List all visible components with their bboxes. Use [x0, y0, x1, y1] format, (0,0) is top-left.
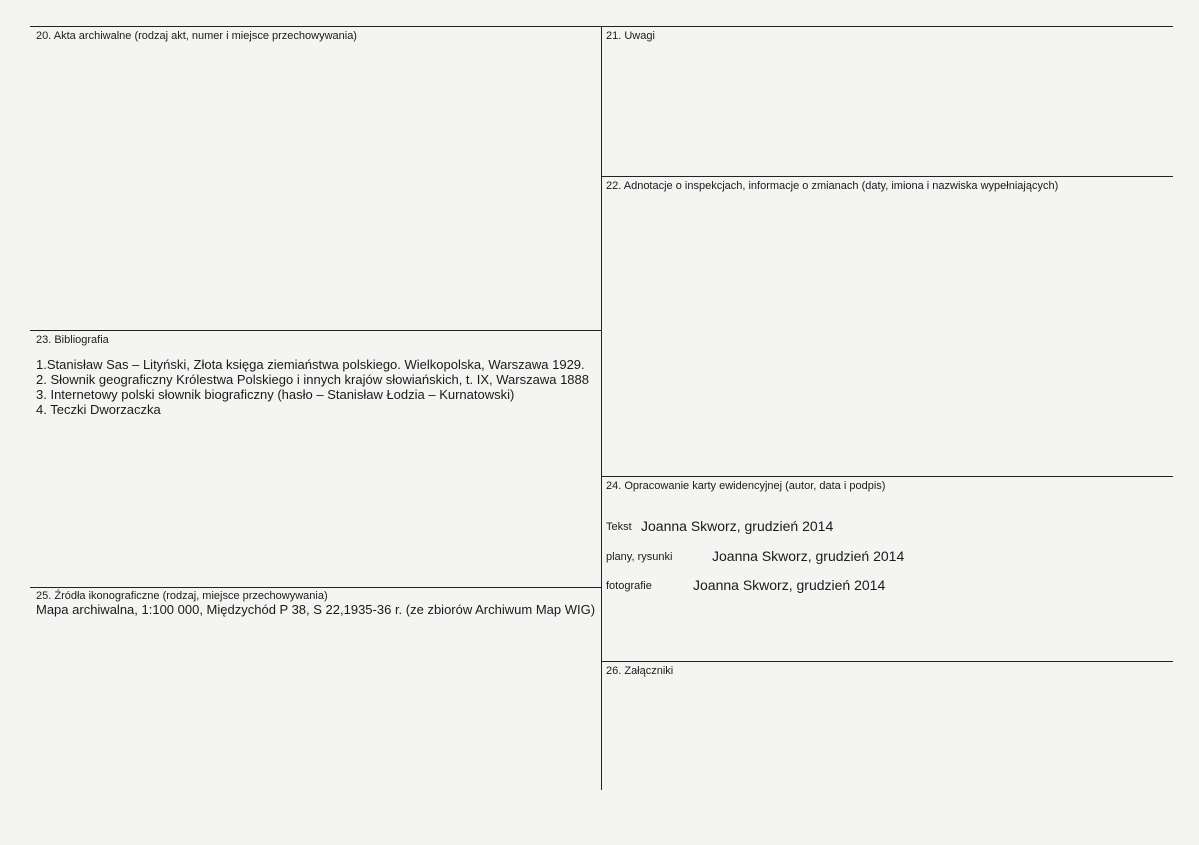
section-22-label: 22. Adnotacje o inspekcjach, informacje o zmianach (daty, imiona i nazwiska wypełniających) — [606, 180, 1059, 192]
iconographic-sources-text: Mapa archiwalna, 1:100 000, Międzychód P 38, S 22,1935-36 r. (ze zbiorów Archiwum Map WIG) — [36, 602, 596, 617]
center-divider — [601, 26, 602, 790]
section-24-label: 24. Opracowanie karty ewidencyjnej (autor, data i podpis) — [606, 480, 886, 492]
signature-photos-label: fotografie — [606, 580, 652, 592]
section-23-label: 23. Bibliografia — [36, 334, 109, 346]
signature-text-label: Tekst — [606, 521, 632, 533]
section-20-label: 20. Akta archiwalne (rodzaj akt, numer i miejsce przechowywania) — [36, 30, 357, 42]
section-26-label: 26. Załączniki — [606, 665, 674, 677]
signature-text-value: Joanna Skworz, grudzień 2014 — [641, 518, 834, 534]
bibliography-item: 2. Słownik geograficzny Królestwa Polskiego i innych krajów słowiańskich, t. IX, Warszawa 1888 — [36, 372, 589, 387]
bibliography-item: 3. Internetowy polski słownik biograficzny (hasło – Stanisław Łodzia – Kurnatowski) — [36, 387, 515, 402]
signature-plans-value: Joanna Skworz, grudzień 2014 — [712, 548, 905, 564]
bibliography-list — [36, 357, 589, 417]
rule-25 — [30, 587, 601, 588]
bibliography-item: 1.Stanisław Sas – Lityński, Złota księga ziemiaństwa polskiego. Wielkopolska, Warszawa 1929. — [36, 357, 585, 372]
rule-23 — [30, 330, 601, 331]
bibliography-item: 4. Teczki Dworzaczka — [36, 402, 161, 417]
signature-plans-label: plany, rysunki — [606, 551, 673, 563]
section-21-label: 21. Uwagi — [606, 30, 655, 42]
section-25-label: 25. Źródła ikonograficzne (rodzaj, miejsce przechowywania) — [36, 590, 328, 602]
rule-26 — [602, 661, 1173, 662]
signature-photos-value: Joanna Skworz, grudzień 2014 — [693, 577, 886, 593]
rule-24 — [602, 476, 1173, 477]
rule-22 — [602, 176, 1173, 177]
